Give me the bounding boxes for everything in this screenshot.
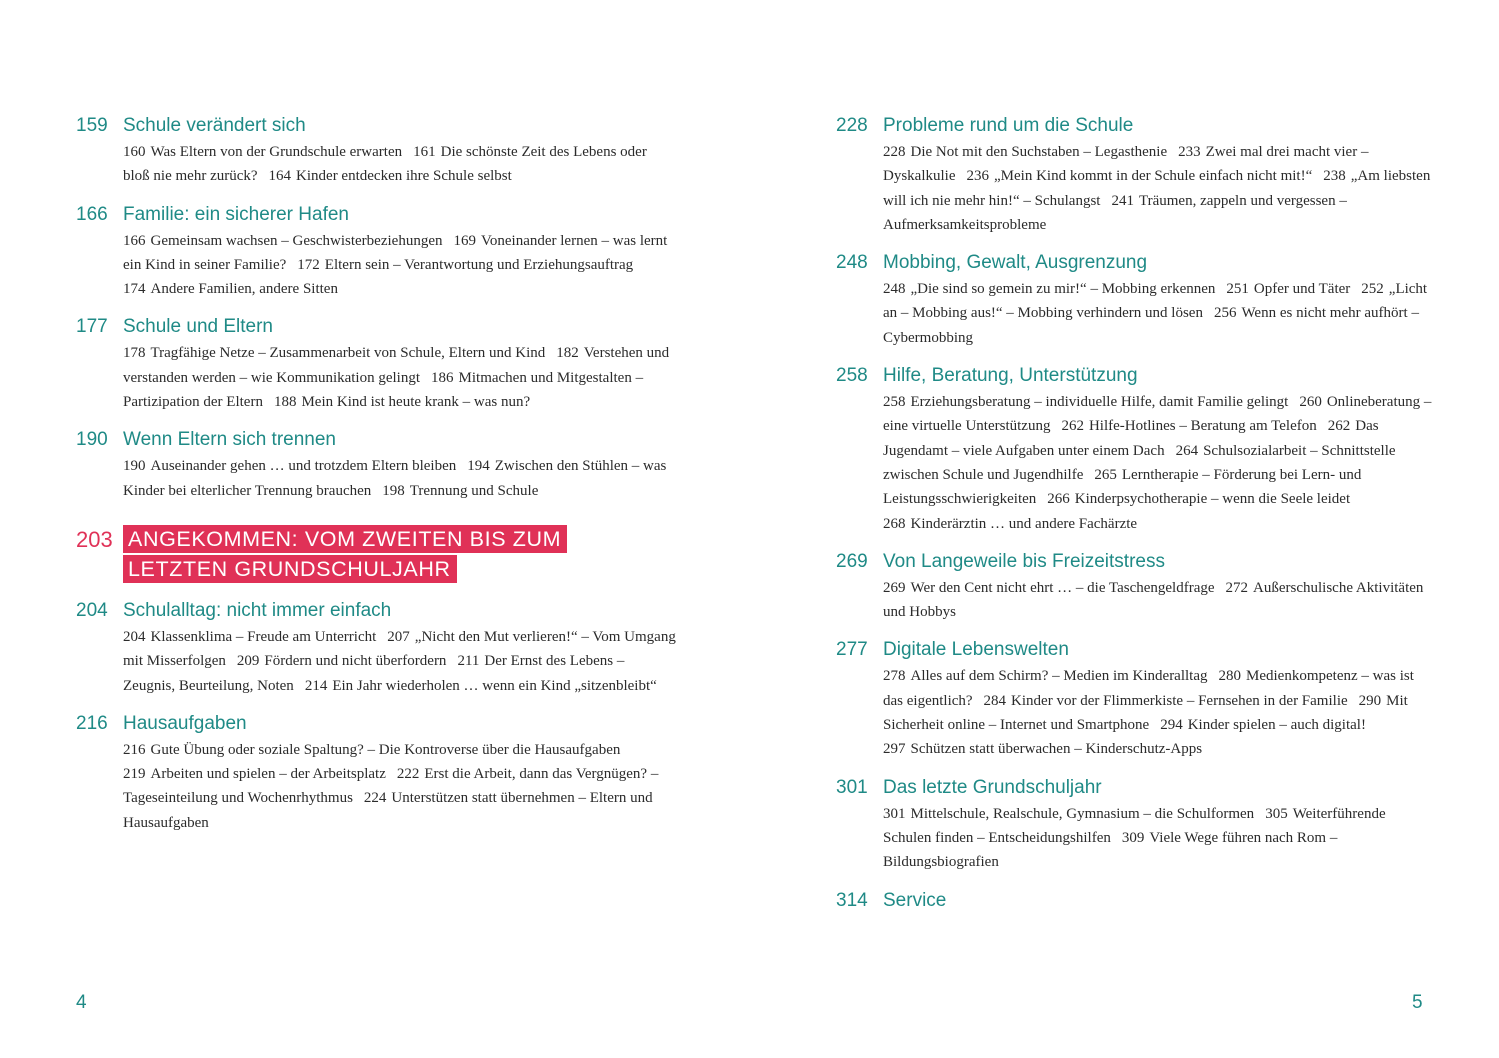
- section-page-number: 262: [1327, 418, 1351, 435]
- chapter-page-number: 248: [836, 252, 868, 274]
- section-page-number: 260: [1299, 394, 1322, 411]
- section-title: Auseinander gehen … und trotzdem Eltern bleiben: [150, 458, 457, 475]
- section-entry: [123, 144, 402, 160]
- section-page-number: 169: [453, 232, 476, 249]
- section-page-number: 188: [273, 394, 297, 411]
- section-title: Gemeinsam wachsen – Geschwisterbeziehungen: [150, 232, 443, 249]
- section-title: Kinderpsychotherapie – wenn die Seele leidet: [1074, 491, 1351, 508]
- section-title: Klassenklima – Freude am Unterricht: [150, 628, 377, 645]
- section-page-number: 211: [457, 653, 480, 670]
- section-entry: [123, 281, 338, 297]
- section-title: „Am liebsten will ich nie mehr hin!“ – Schulangst: [883, 168, 1431, 209]
- section-page-number: 297: [883, 741, 906, 758]
- section-entry: [274, 394, 530, 410]
- section-title: Fördern und nicht überfordern: [264, 653, 447, 670]
- chapter-page-number: 301: [836, 776, 868, 798]
- section-entry: [883, 144, 1167, 160]
- section-title: Erst die Arbeit, dann das Vergnügen? – Tageseinteilung und Wochenrhythmus: [123, 766, 659, 807]
- section-entry: [297, 257, 633, 273]
- section-title: Das Jugendamt – viele Aufgaben unter einem Dach: [883, 418, 1379, 459]
- section-list: [123, 625, 676, 698]
- section-entry: [123, 766, 386, 782]
- section-page-number: 284: [983, 692, 1007, 709]
- chapter-title: Hilfe, Beratung, Unterstützung: [883, 365, 1138, 387]
- page-number-right: 5: [1412, 992, 1423, 1013]
- section-list: [883, 576, 1436, 625]
- section-page-number: 251: [1226, 281, 1249, 298]
- section-title: Was Eltern von der Grundschule erwarten: [150, 144, 403, 160]
- chapter-page-number: 314: [836, 889, 868, 911]
- section-entry: [883, 806, 1254, 822]
- chapter-heading: [76, 114, 676, 138]
- section-title: Gute Übung oder soziale Spaltung? – Die Kontroverse über die Hausaufgaben: [150, 741, 621, 758]
- chapter-heading: [76, 712, 676, 736]
- section-entry: [883, 516, 1137, 532]
- section-entry: [883, 668, 1208, 684]
- section-page-number: 174: [123, 281, 146, 298]
- section-page-number: 209: [236, 653, 260, 670]
- section-page-number: 278: [883, 668, 906, 685]
- section-page-number: 228: [883, 144, 906, 160]
- chapter-page-number: 228: [836, 115, 868, 136]
- section-title: Lerntherapie – Förderung bei Lern- und Leistungsschwierigkeiten: [883, 466, 1362, 508]
- section-entry: [123, 345, 545, 361]
- toc-chapter: [76, 599, 676, 698]
- section-page-number: 252: [1361, 281, 1384, 298]
- section-entry: [382, 483, 538, 499]
- chapter-heading: [836, 776, 1436, 800]
- toc-chapter: [76, 315, 676, 414]
- section-entry: [123, 629, 376, 645]
- section-page-number: 166: [123, 232, 146, 249]
- section-page-number: 264: [1175, 442, 1199, 459]
- section-title: Weiterführende Schulen finden – Entscheidungshilfen: [883, 805, 1386, 846]
- chapter-heading: [836, 550, 1436, 574]
- section-page-number: 258: [883, 394, 906, 411]
- section-list: [883, 140, 1436, 237]
- section-title: Viele Wege führen nach Rom – Bildungsbiografien: [883, 829, 1338, 871]
- section-title: Schützen statt überwachen – Kinderschutz-Apps: [910, 741, 1203, 758]
- section-entry: [1160, 717, 1366, 733]
- section-entry: [1061, 418, 1316, 434]
- chapter-page-number: 190: [76, 429, 108, 451]
- chapter-title: Mobbing, Gewalt, Ausgrenzung: [883, 252, 1148, 274]
- section-title: Mitmachen und Mitgestalten – Partizipation der Eltern: [123, 369, 644, 411]
- section-entry: [1047, 491, 1350, 507]
- section-title: Die Not mit den Suchstaben – Legasthenie: [910, 144, 1168, 160]
- section-entry: [123, 458, 456, 474]
- section-list: [883, 277, 1436, 350]
- section-title: Voneinander lernen – was lernt ein Kind in seiner Familie?: [123, 232, 668, 273]
- section-title: Erziehungsberatung – individuelle Hilfe, damit Familie gelingt: [910, 394, 1289, 411]
- section-list: [123, 454, 676, 503]
- part-title-line-1: ANGEKOMMEN: VOM ZWEITEN BIS ZUM: [123, 525, 567, 553]
- toc-chapter: [76, 114, 676, 189]
- section-entry: [237, 653, 447, 669]
- section-page-number: 268: [883, 515, 906, 532]
- chapter-title: Von Langeweile bis Freizeitstress: [883, 550, 1165, 572]
- section-title: Mittelschule, Realschule, Gymnasium – die Schulformen: [910, 805, 1255, 822]
- section-title: „Mein Kind kommt in der Schule einfach nicht mit!“: [994, 168, 1313, 185]
- chapter-title: Wenn Eltern sich trennen: [123, 429, 336, 451]
- section-page-number: 272: [1225, 579, 1249, 596]
- section-entry: [984, 693, 1348, 709]
- chapter-title: Service: [883, 889, 947, 911]
- section-list: [883, 390, 1436, 536]
- section-page-number: 305: [1265, 805, 1288, 822]
- section-title: Arbeiten und spielen – der Arbeitsplatz: [150, 766, 386, 783]
- section-entry: [305, 678, 657, 694]
- section-page-number: 182: [556, 345, 579, 362]
- chapter-heading: [836, 251, 1436, 275]
- chapter-heading: [836, 638, 1436, 662]
- chapter-title: Hausaufgaben: [123, 712, 247, 734]
- section-entry: [883, 281, 1215, 297]
- chapter-title: Familie: ein sicherer Hafen: [123, 203, 349, 225]
- section-page-number: 256: [1213, 305, 1237, 322]
- chapter-page-number: 159: [76, 115, 108, 136]
- toc-column-right: [836, 114, 1436, 927]
- chapter-heading: [836, 114, 1436, 138]
- section-entry: [123, 233, 442, 249]
- section-title: Opfer und Täter: [1253, 281, 1351, 298]
- section-title: Wer den Cent nicht ehrt … – die Taschengeldfrage: [910, 579, 1215, 596]
- chapter-page-number: 216: [76, 712, 108, 734]
- section-title: Trennung und Schule: [409, 482, 539, 499]
- section-title: Die schönste Zeit des Lebens oder bloß nie mehr zurück?: [123, 144, 647, 185]
- section-title: Wenn es nicht mehr aufhört – Cybermobbing: [883, 305, 1419, 346]
- section-page-number: 241: [1111, 192, 1134, 209]
- section-list: [123, 341, 676, 414]
- section-title: Verstehen und verstanden werden – wie Kommunikation gelingt: [123, 345, 670, 386]
- section-title: Andere Familien, andere Sitten: [150, 281, 338, 298]
- page-number-left: 4: [76, 992, 87, 1013]
- section-page-number: 198: [382, 482, 405, 499]
- section-page-number: 269: [883, 579, 906, 596]
- section-title: „Licht an – Mobbing aus!“ – Mobbing verhindern und lösen: [883, 281, 1428, 322]
- section-list: [883, 664, 1436, 761]
- section-page-number: 194: [467, 458, 490, 475]
- chapter-title: Schule verändert sich: [123, 115, 306, 136]
- section-title: Eltern sein – Verantwortung und Erziehungsauftrag: [324, 256, 634, 273]
- section-title: Tragfähige Netze – Zusammenarbeit von Schule, Eltern und Kind: [150, 345, 546, 362]
- section-entry: [883, 741, 1202, 757]
- part-page-number: 203: [76, 526, 113, 552]
- section-list: [883, 802, 1436, 875]
- section-entry: [883, 580, 1215, 596]
- section-page-number: 265: [1094, 466, 1117, 483]
- section-list: [123, 140, 676, 189]
- section-page-number: 160: [123, 144, 146, 160]
- section-entry: [269, 168, 512, 184]
- section-page-number: 280: [1218, 668, 1242, 685]
- section-title: Kinder entdecken ihre Schule selbst: [296, 168, 512, 185]
- section-page-number: 204: [123, 628, 146, 645]
- toc-chapter: [836, 364, 1436, 536]
- section-page-number: 172: [297, 256, 320, 273]
- toc-chapter: [836, 251, 1436, 350]
- chapter-page-number: 269: [836, 550, 868, 572]
- section-title: „Die sind so gemein zu mir!“ – Mobbing erkennen: [910, 281, 1216, 298]
- section-page-number: 236: [966, 168, 989, 185]
- toc-chapter: [836, 114, 1436, 237]
- section-page-number: 301: [883, 805, 906, 822]
- section-page-number: 224: [363, 790, 387, 807]
- section-page-number: 238: [1323, 168, 1346, 185]
- section-page-number: 309: [1121, 829, 1145, 846]
- chapter-page-number: 177: [76, 316, 108, 338]
- toc-chapter: [836, 776, 1436, 875]
- chapter-heading: [76, 428, 676, 452]
- section-title: Mit Sicherheit online – Internet und Smartphone: [883, 692, 1408, 734]
- toc-chapter: [76, 428, 676, 503]
- section-title: „Nicht den Mut verlieren!“ – Vom Umgang mit Misserfolgen: [123, 628, 676, 670]
- chapter-title: Schule und Eltern: [123, 316, 273, 338]
- section-title: Unterstützen statt übernehmen – Eltern und Hausaufgaben: [123, 790, 653, 831]
- chapter-title: Schulalltag: nicht immer einfach: [123, 599, 392, 621]
- section-title: Kinderärztin … und andere Fachärzte: [910, 515, 1138, 532]
- toc-column-left: [76, 114, 676, 849]
- section-title: Medienkompetenz – was ist das eigentlich?: [883, 668, 1414, 709]
- section-title: Onlineberatung – eine virtuelle Unterstützung: [883, 394, 1432, 435]
- toc-chapter: [836, 550, 1436, 625]
- toc-chapter: [76, 203, 676, 302]
- toc-chapter: [836, 638, 1436, 761]
- section-page-number: 222: [396, 766, 420, 783]
- chapter-page-number: 258: [836, 365, 868, 387]
- section-list: [123, 738, 676, 835]
- section-title: Ein Jahr wiederholen … wenn ein Kind „sitzenbleibt“: [332, 677, 657, 694]
- chapter-heading: [76, 599, 676, 623]
- section-page-number: 219: [123, 766, 146, 783]
- chapter-heading: [76, 203, 676, 227]
- section-entry: [123, 742, 620, 758]
- chapter-title: Das letzte Grundschuljahr: [883, 776, 1102, 798]
- chapter-heading: [836, 364, 1436, 388]
- section-entry: [967, 168, 1313, 184]
- chapter-page-number: 277: [836, 639, 868, 661]
- section-page-number: 266: [1047, 491, 1070, 508]
- part-heading: [76, 525, 676, 585]
- chapter-title: Digitale Lebenswelten: [883, 639, 1069, 661]
- section-page-number: 233: [1178, 144, 1201, 160]
- chapter-heading: [76, 315, 676, 339]
- section-title: Außerschulische Aktivitäten und Hobbys: [883, 579, 1424, 621]
- section-title: Zwei mal drei macht vier – Dyskalkulie: [883, 144, 1369, 185]
- part-title: [123, 525, 676, 585]
- section-page-number: 161: [413, 144, 436, 160]
- part-title-line-2: LETZTEN GRUNDSCHULJAHR: [123, 555, 457, 583]
- chapter-page-number: 204: [76, 599, 108, 621]
- section-title: Mein Kind ist heute krank – was nun?: [301, 394, 531, 411]
- section-title: Kinder vor der Flimmerkiste – Fernsehen in der Familie: [1011, 692, 1348, 709]
- section-page-number: 186: [431, 369, 454, 386]
- toc-chapter: [76, 712, 676, 835]
- section-title: Zwischen den Stühlen – was Kinder bei elterlicher Trennung brauchen: [123, 458, 667, 499]
- section-page-number: 294: [1160, 717, 1183, 734]
- section-page-number: 248: [883, 281, 906, 298]
- section-page-number: 190: [123, 458, 146, 475]
- chapter-title: Probleme rund um die Schule: [883, 115, 1134, 136]
- section-title: Schulsozialarbeit – Schnittstelle zwischen Schule und Jugendhilfe: [883, 442, 1396, 483]
- section-title: Der Ernst des Lebens – Zeugnis, Beurteilung, Noten: [123, 653, 625, 694]
- section-title: Alles auf dem Schirm? – Medien im Kinderalltag: [910, 668, 1208, 685]
- section-page-number: 164: [268, 168, 292, 185]
- chapter-heading: [836, 889, 1436, 913]
- section-title: Hilfe-Hotlines – Beratung am Telefon: [1088, 418, 1317, 435]
- section-page-number: 216: [123, 741, 146, 758]
- section-page-number: 290: [1358, 692, 1382, 709]
- section-list: [123, 229, 676, 302]
- right-page: [750, 0, 1499, 1058]
- section-title: Träumen, zappeln und vergessen – Aufmerksamkeitsprobleme: [883, 192, 1347, 233]
- section-page-number: 214: [304, 677, 328, 694]
- section-page-number: 207: [387, 628, 410, 645]
- section-entry: [883, 394, 1288, 410]
- chapter-page-number: 166: [76, 203, 108, 225]
- section-entry: [1226, 281, 1350, 297]
- section-title: Kinder spielen – auch digital!: [1187, 717, 1366, 734]
- section-page-number: 262: [1061, 418, 1084, 435]
- section-page-number: 178: [123, 345, 146, 362]
- toc-chapter: [836, 889, 1436, 913]
